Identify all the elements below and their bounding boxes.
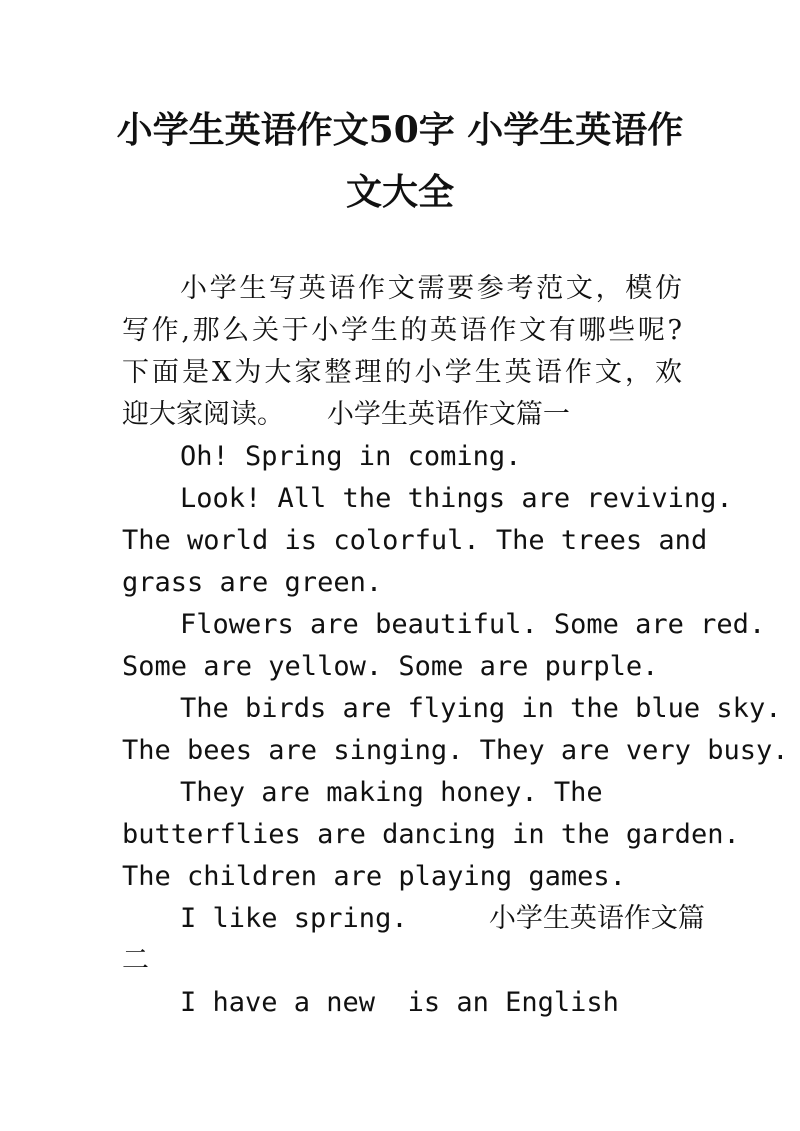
body-line: Oh! Spring in coming. [180, 441, 522, 472]
document-title-line-1: 小学生英语作文50字 小学生英语作 [116, 109, 684, 151]
body-line: The bees are singing. They are very busy. [122, 735, 789, 766]
body-line: 二 [122, 945, 149, 976]
body-line: I like spring. 小学生英语作文篇 [180, 903, 705, 934]
body-line: grass are green. [122, 567, 383, 598]
body-line: The world is colorful. The trees and [122, 525, 708, 556]
body-line: The children are playing games. [122, 861, 626, 892]
body-line: They are making honey. The [180, 777, 603, 808]
body-line: butterflies are dancing in the garden. [122, 819, 740, 850]
body-line: I have a new is an English [180, 987, 619, 1018]
body-line: 下面是X为大家整理的小学生英语作文，欢 [122, 357, 682, 388]
body-line: Flowers are beautiful. Some are red. [180, 609, 766, 640]
document-title-line-2: 文大全 [345, 171, 454, 213]
body-line: 迎大家阅读。 小学生英语作文篇一 [122, 399, 570, 430]
body-line: 写作,那么关于小学生的英语作文有哪些呢? [122, 315, 682, 346]
body-line: 小学生写英语作文需要参考范文，模仿 [180, 273, 682, 304]
body-line: Look! All the things are reviving. [180, 483, 733, 514]
body-line: Some are yellow. Some are purple. [122, 651, 659, 682]
body-line: The birds are flying in the blue sky. [180, 693, 782, 724]
